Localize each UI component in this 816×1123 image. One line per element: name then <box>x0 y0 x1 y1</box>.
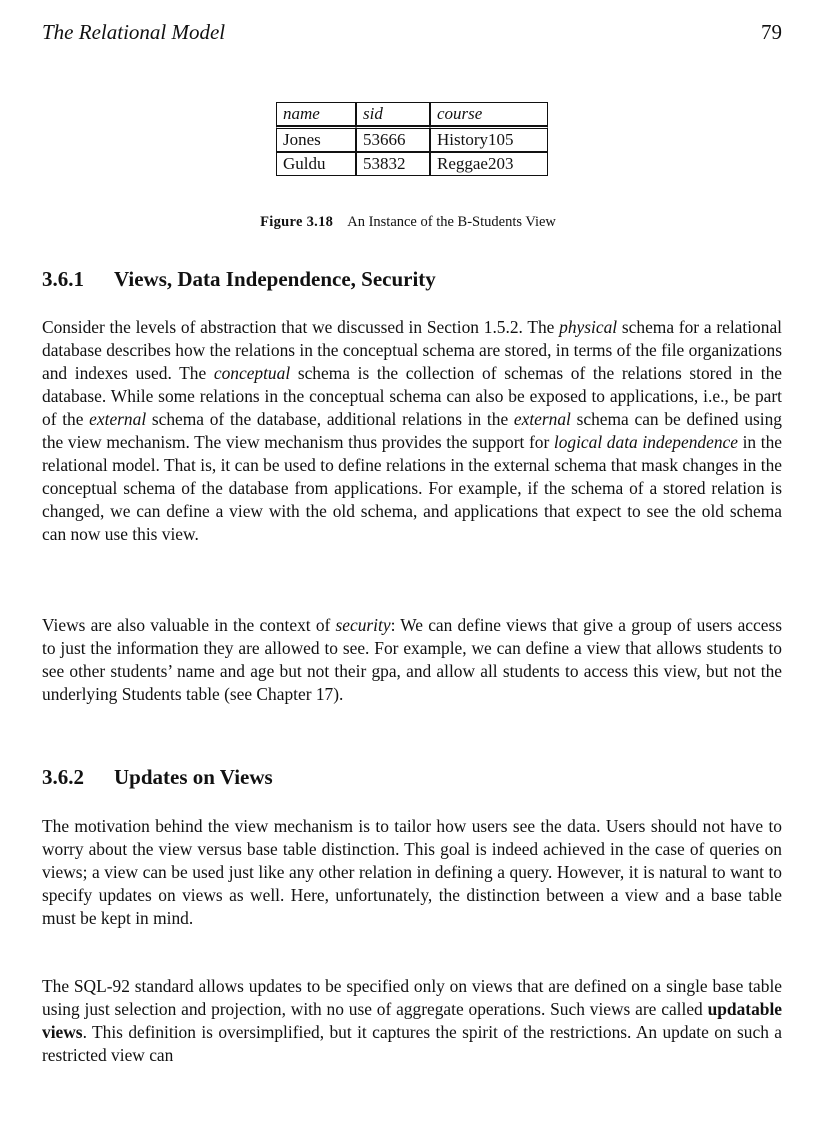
page-number: 79 <box>761 20 782 44</box>
section-title: Views, Data Independence, Security <box>114 267 436 291</box>
text-run: in the relational model. That is, it can be used to define relations in the external schema that mask changes in the conceptual schema of the database from applications. For example, if the schema of a stored relation is changed, we can define a view with the old schema, and applications that expect to see the old schema can now use this view. <box>42 432 783 544</box>
text-run: Consider the levels of abstraction that we discussed in Section 1.5.2. The <box>42 317 560 337</box>
emphasis-conceptual: conceptual <box>213 363 291 383</box>
paragraph-view-motivation: The motivation behind the view mechanism is to tailor how users see the data. Users should not have to worry about the view versus base table distinction. This goal is indeed achieved in the case of queries on views; a view can be used just like any other relation in defining a query. However, it is natural to want to specify updates on views as well. Here, unfortunately, the distinction between a view and a base table must be kept in mind. <box>42 816 782 928</box>
paragraph-views-security <box>42 614 782 706</box>
running-head <box>42 20 782 48</box>
table-header-row <box>276 102 548 126</box>
table-row <box>276 126 548 152</box>
text-run: . This definition is oversimplified, but it captures the spirit of the restrictions. An update on such a restricted view can <box>42 1022 782 1065</box>
emphasis-physical: physical <box>559 317 618 337</box>
text-run: The SQL-92 standard allows updates to be specified only on views that are defined on a single base table using just selection and projection, with no use of aggregate operations. Such views are called <box>42 976 782 1019</box>
figure-caption <box>0 214 816 231</box>
emphasis-security: security <box>335 615 391 635</box>
caption-text: An Instance of the B-Students View <box>347 214 556 230</box>
section-heading-3-6-1 <box>42 267 436 292</box>
text-run: schema can be defined using the view mechanism. The view mechanism thus provides the support for <box>42 409 782 452</box>
text-run: schema for a relational database describes how the relations in the conceptual schema are stored, in terms of the file organizations and indexes used. The <box>42 317 782 383</box>
table-cell: Jones <box>276 126 356 152</box>
column-header-name: name <box>276 102 356 126</box>
section-title: Updates on Views <box>114 765 273 789</box>
section-number: 3.6.2 <box>42 765 84 789</box>
section-number: 3.6.1 <box>42 267 84 291</box>
text-run: schema of the database, additional relations in the <box>146 409 514 429</box>
table-cell: History105 <box>430 126 548 152</box>
section-heading-3-6-2 <box>42 765 273 790</box>
paragraph-abstraction-levels <box>42 316 782 546</box>
b-students-table <box>276 102 548 176</box>
table-cell: 53832 <box>356 152 430 176</box>
text-run: : We can define views that give a group of users access to just the information they are allowed to see. For example, we can define a view that allows students to see other students’ name and age but not their gpa, and allow all students to access this view, but not the underlying Students table (see Chapter 17). <box>42 615 782 704</box>
table-cell: Guldu <box>276 152 356 176</box>
table-cell: 53666 <box>356 126 430 152</box>
table-cell: Reggae203 <box>430 152 548 176</box>
term-updatable-views: updatable views <box>42 999 782 1042</box>
table-row <box>276 152 548 176</box>
emphasis-logical-data-independence: logical data independence <box>553 432 738 452</box>
paragraph-sql92-updatable <box>42 975 782 1067</box>
text-run: schema is the collection of schemas of the relations stored in the database. While some relations in the conceptual schema can also be exposed to applications, i.e., be part of the <box>42 363 782 429</box>
emphasis-external: external <box>89 409 147 429</box>
emphasis-external: external <box>513 409 571 429</box>
column-header-sid: sid <box>356 102 430 126</box>
column-header-course: course <box>430 102 548 126</box>
caption-label: Figure 3.18 <box>260 214 334 230</box>
running-title: The Relational Model <box>42 20 226 44</box>
text-run: Views are also valuable in the context of <box>42 615 336 635</box>
